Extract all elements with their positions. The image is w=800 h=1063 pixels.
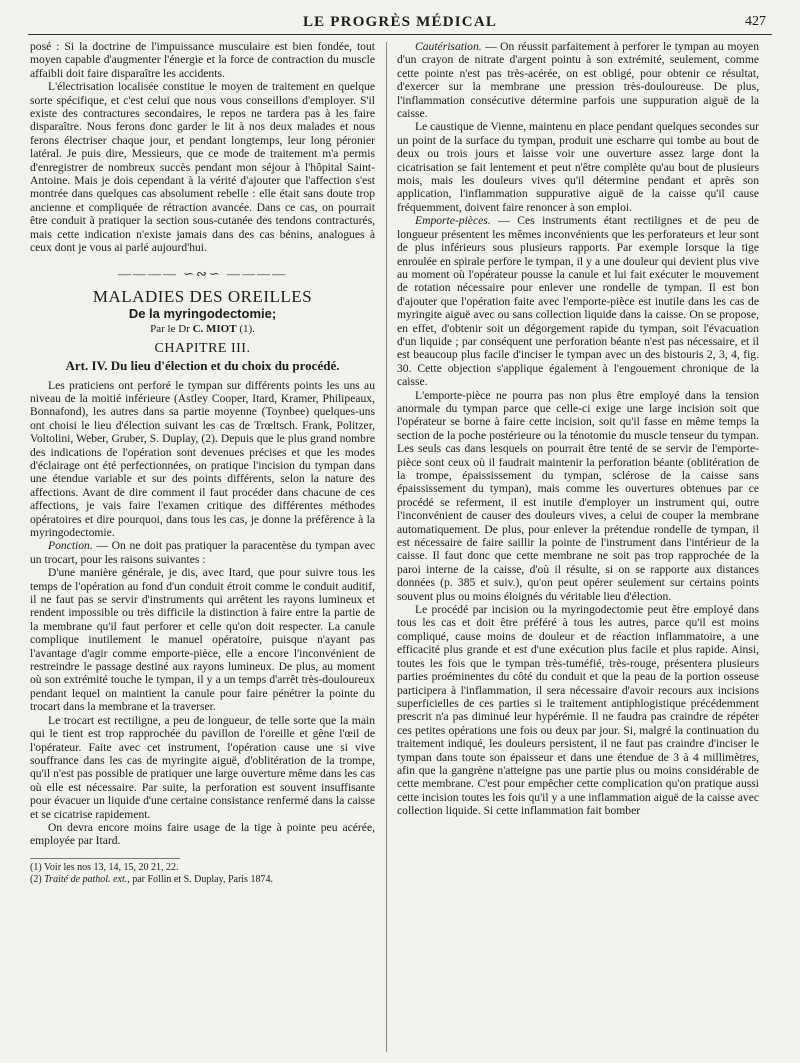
running-head: LE PROGRÈS MÉDICAL	[302, 14, 498, 30]
paragraph: L'électrisation localisée constitue le moyen de traitement en quelque sorte spécifique, et c'est celui que nous vous conseillons d'employer. S'il existe des contractures secondaires, le repos ne tardera pas à les faire disparaître. Nous ferons donc garder le lit à nos deux malades et nous ferons électriser chaque jour, et pendant longtemps, leur long péronier latéral. Je puis dire, Messieurs, que ce mode de traitement m'a permis d'enregistrer de nombreux succès pendant mon séjour à l'hôpital Saint-Antoine. Mais je dois cependant à la vérité d'ajouter que l'affection s'est montrée dans quelques cas absolument rebelle : elle était sans doute trop ancienne et compliquée de rétraction avancée. Dans ce cas, on pourrait être conduit à pratiquer la section sous-cutanée des tendons contracturés, mais cette indication n'existe jamais dans des cas bénins, analogues à ceux dont je vous ai parlé aujourd'hui.	[30, 80, 375, 255]
footnotes	[30, 858, 273, 886]
page-header	[28, 10, 772, 35]
article-title: De la myringodectomie;	[128, 306, 277, 322]
footnote-body: par Follin et S. Duplay, Paris 1874.	[129, 873, 273, 885]
paragraph	[397, 214, 759, 388]
right-column	[397, 40, 759, 1058]
footnote-title: Traité de pathol. ext.,	[44, 873, 130, 885]
section-title: MALADIES DES OREILLES	[92, 286, 313, 306]
column-divider	[386, 42, 387, 1052]
section-ornament: ———— ∽∾∽ ————	[117, 265, 288, 281]
footnote-number: (2)	[30, 873, 42, 885]
paragraph-body: — Ces instruments étant rectilignes et de peu de longueur présentent les mêmes inconvénients que les perforateurs et leur sont de plus inférieurs sous plusieurs rapports. Par exemple lorsque la tige enroulée en spirale perfore le tympan, il y a une douleur qui devient plus vive au moment où l'opérateur pousse la canule et lui fait exécuter le mouvement de rotation nécessaire pour enlever une rondelle de tympan. Il est bon d'ajouter que l'opération faite avec l'emporte-pièce est inutile dans les cas de myringite aiguë avec ou sans collection liquide dans la caisse. On se propose, en effet, d'obtenir soit un dégorgement rapide du tympan, soit l'évacuation d'un liquide ; par conséquent une perforation béante n'est pas nécessaire, et il est beaucoup plus facile d'inciser le tympan avec un des bistouris 2, 3, 4, fig. 30. Cette objection s'applique également à l'engouement chronique de la caisse.	[397, 214, 759, 389]
paragraph-lead: Ponction.	[48, 539, 93, 553]
paragraph-lead: Emporte-pièces.	[415, 214, 491, 228]
byline-prefix: Par le Dr	[150, 322, 190, 335]
paragraph: Le caustique de Vienne, maintenu en place pendant quelques secondes sur un point de la surface du tympan, produit une escharre qui tombe au bout de deux ou trois jours et laisse voir une ouverture assez large dont la cicatrisation se fait lentement et peut n'être complète qu'au bout de plusieurs mois, mais les douleurs vives qu'il détermine pendant et après son application, l'inflammation suppurative aiguë de la caisse qu'il cause fréquemment, doivent faire renoncer à son emploi.	[397, 120, 759, 214]
paragraph: Le procédé par incision ou la myringodectomie peut être employé dans tous les cas et doit être préféré à tous les autres, parce qu'il est moins compliqué, cause moins de douleur et de réaction inflammatoire, a une efficacité plus grande et est d'une exécution plus facile et plus rapide. Ainsi, toutes les fois que le tympan très-tuméfié, très-rouge, présentera plusieurs parties proéminentes du côté du conduit et que la peau de la portion osseuse participera à l'inflammation, il sera nécessaire d'avoir recours aux incisions superficielles de ces parties si le traitement antiphlogistique précédemment prescrit n'a pas diminué leur hypérémie. Il ne faudra pas craindre de répéter ces petites opérations une fois ou deux par jour. Si, malgré la continuation du traitement indiqué, les douleurs persistent, il ne faut pas craindre d'inciser le tympan dans toute son épaisseur et dans une étendue de 3 à 4 millimètres, afin que la gangrène n'atteigne pas une partie plus ou moins considérable de cette membrane. C'est pour empêcher cette complication qu'on pratique aussi cette incision toutes les fois qu'il y a une inflammation aiguë de la caisse avec collection liquide. Si cette inflammation fait bomber	[397, 603, 759, 818]
paragraph: D'une manière générale, je dis, avec Itard, que pour suivre tous les temps de l'opération au fond d'un conduit étroit comme le conduit auditif, il ne faut pas se servir d'instruments qui arrêtent les rayons lumineux et rendent impossible ou très difficile la distinction à faire entre la partie de la membrane qu'il faut perforer et celle qu'on doit respecter. La canule complique inutilement le manuel opératoire, puisque n'ayant pas l'avantage d'agir comme emporte-pièce, elle a encore l'inconvénient de restreindre le passage destiné aux rayons lumineux. De plus, au moment où son extrémité touche le tympan, il y a un temps d'arrêt très-douloureux pendant lequel on maintient la canule pour faire pénétrer la pointe du trocart dans la membrane et la traverser.	[30, 566, 375, 714]
footnote	[30, 873, 273, 886]
page-number: 427	[745, 14, 766, 29]
footnote: (1) Voir les nos 13, 14, 15, 20 21, 22.	[30, 861, 179, 873]
paragraph-body: — On réussit parfaitement à perforer le tympan au moyen d'un crayon de nitrate d'argent pointu à son extrémité, seulement, comme cette pointe n'est pas très-acérée, on est obligé, pour obtenir ce résultat, d'exercer sur la membrane une pression très-douloureuse. De plus, l'inflammation consécutive détermine parfois une suppuration aiguë de la caisse.	[397, 40, 759, 121]
left-column	[30, 40, 375, 1058]
paragraph: L'emporte-pièce ne pourra pas non plus être employé dans la tension anormale du tympan parce que celle-ci exige une large incision soit que l'opérateur se borne à faire cette incision, soit qu'il fasse en même temps la section de la poche postérieure ou la ténotomie du muscle tenseur du tympan. Les seuls cas dans lesquels on pourrait être tenté de se servir de l'emporte-pièce sont ceux où il faudrait maintenir la perforation béante (oblitération de la trompe, épaississement du tympan, sclérose de la caisse sans épaississement du tympan), mais comme les ouvertures obtenues par ce procédé se referment, il est inutile d'employer un instrument qui, outre l'inconvénient de causer des douleurs vives, a celui de couper la membrane automatiquement. De plus, pour enlever la prétendue rondelle de tympan, il est nécessaire de faire saillir la pointe de l'instrument dans l'intérieur de la caisse. Il faut donc que cette membrane ne soit pas trop rapprochée de la paroi interne de la caisse, d'où il résulte, si on se rapporte aux distances données (p. 385 et suiv.), qu'on peut opérer seulement sur certains points souvent plus ou moins éloignés du véritable lieu d'élection.	[397, 388, 759, 603]
byline-author: C. MIOT	[192, 322, 237, 335]
paragraph: posé : Si la doctrine de l'impuissance musculaire est bien fondée, tout moyen capable d'augmenter l'énergie et la force de contraction du muscle affaibli doit faire disparaître les accidents.	[30, 40, 375, 80]
paragraph: Le trocart est rectiligne, a peu de longueur, de telle sorte que la main qui le tient est trop rapprochée du pavillon de l'oreille et gêne l'œil de l'opérateur. Faite avec cet instrument, l'opération cause une si vive souffrance dans les cas de myringite aiguë, d'oblitération de la trompe, qu'il n'est pas possible de pratiquer une large ouverture même dans les cas où elle est nécessaire. Par suite, la perforation est souvent insuffisante pour évacuer un liquide d'une certaine consistance renfermé dans la caisse et se cicatrise rapidement.	[30, 713, 375, 821]
paragraph: On devra encore moins faire usage de la tige à pointe peu acérée, employée par Itard.	[30, 820, 375, 848]
paragraph-body: — On ne doit pas pratiquer la paracentèse du tympan avec un trocart, pour les raisons suivantes :	[30, 539, 375, 566]
paragraph: Les praticiens ont perforé le tympan sur différents points les uns au niveau de la moitié inférieure (Astley Cooper, Itard, Kramer, Philipeaux, Bonnafond), les autres dans sa partie moyenne (Toynbee) quelques-uns ont choisi le lieu d'élection suivant les cas de Trœltsch. Frank, Politzer, Voltolini, Weber, Gruber, S. Duplay, (2). Depuis que le plus grand nombre des indications de l'opération sont devenues précises et que les modes d'éclairage ont été perfectionnées, on pratique l'incision du tympan dans une étendue variable et sur des points différents, selon la nature des affections. Avant de dire comment il faut procéder dans chacune de ces affections, je vais faire l'examen critique des différentes méthodes opératoires et dire pourquoi, dans tous les cas, je donne la préférence à la myringodectomie.	[30, 378, 375, 539]
chapter-heading: CHAPITRE III.	[154, 341, 251, 357]
paragraph	[397, 40, 759, 120]
paragraph	[30, 539, 375, 566]
article-heading: Art. IV. Du lieu d'élection et du choix du procédé.	[65, 357, 340, 373]
byline	[30, 323, 375, 336]
paragraph-lead: Cautérisation.	[415, 40, 482, 53]
byline-note: (1).	[239, 322, 255, 335]
